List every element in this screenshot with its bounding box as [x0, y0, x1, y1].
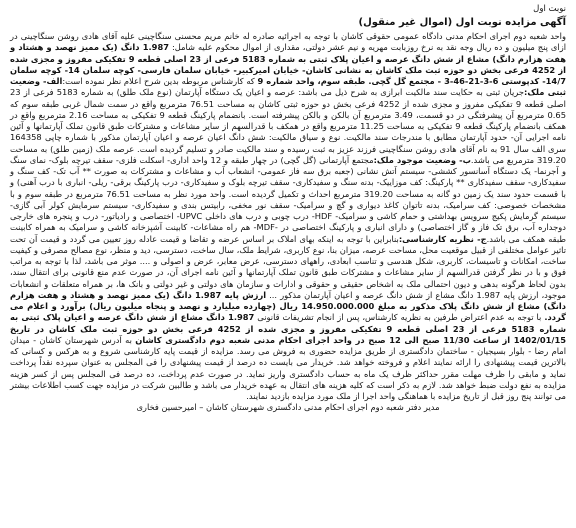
notice-body-text: بنابراین با توجه به اینکه بهای املاک بر اساس عرضه و تقاضا و قیمت عادله روز تعیین می گردد و قیمت آن تحت تاثیر عوامل مختلفی از قبیل موقعیت محل، مساحت عرصه، میزان بنا، نوع کاربری، شرایط ملک، سال ساخت، دسترسی، دید و منظر، نوع مصالح مصرفی و کیفیت ساخت، امکانات و تاسیسات، کاربری، شکل هندسی و تناسب ابعادی، راههای دسترسی، عرض معابر، عرض و اصولی و .... موثر می باشد، لذا با توجه به مراتب فوق و با در نظر گرفتن قدرالسهم از سایر مشاعات و مشترکات طبق قانون تملک آپارتمانها و آئین نامه اجرای آن، در صورت عدم منع قانونی برای انتقال سند، بدون لحاظ هرگونه بدهی و دیون احتمالی ملک به اشخاص حقیقی و حقوقی و ادارات و سازمان های دولتی و غیر دولتی و بانک ها، بر همراه متعلقات و انشعابات موجود، ارزش پایه 1.987 دانگ مشاع از شش دانگ عرصه و اعیان آپارتمان مذکور ...	[10, 233, 566, 300]
notice-body-emphasis: ارزش پایه 1.987 دانگ (یک ممیز نهصد و هشتاد و هفت هزارم دانگ) مشاع از شش دانگ پلاک مذکور به مبلغ 14.950.000.000 ریال (چهارده میلیارد و نهصد و پنجاه میلیون ریال) برآورد و اعلام می گردد.	[10, 289, 566, 323]
notice-body-emphasis: 1.987 دانگ مشاع از شش دانگ عرصه و اعیان پلاک ثبتی به شماره 5183 فرعی از 23 اصلی قطعه 9 تفکیکی مفروز و مجزی شده از 4252 فرعی بخش دو حوزه ثبت ملک کاشان در تاریخ 1402/01/15 از ساعت 11/30 صبح الی 12 صبح در واحد اجرای احکام مدنی شعبه دوم دادگستری کاشان	[10, 312, 566, 345]
notice-body-text: مجتمع آپارتمانی (گل گچی) در چهار طبقه و 12 واحد اداری- اسکلت فلزی- سقف تیرچه بلوک- نمای سنگ و آجرنما- یک دستگاه آسانسور کششی- سیستم آتش نشانی (جعبه برق سه فاز عمومی- انشعاب آب و مشاعات و مشترکات به صورت ** آب تک- کف سنگ و سفیدکاری- سقف سفیدکاری ** پارکینگ: کف موزاییک- بدنه سنگ و سفیدکاری- سقف تیرچه بلوک و سفیدکاری- درب پارکینگ برقی- ریلی- انباری با درب آهنی) و با قسمت حدود سند یک زمین دو گانه به مساحت 319.20 مترمربع احداث و تکمیل گردیده است. واحد مورد نظر به مساحت 76.51 مترمربع در طبقه سوم و با مشخصات خصوصی: کف سرامیک، بدنه تاتوان کاغذ دیواری و گچ و سرامیک- سقف نور مخفی، رابیتس بندی و سفیدکاری- سیستم سرمایش کولر آبی گازی- سیستم گرمایش پکیج سرویس بهداشتی و حمام کاشی و سرامیک- HDF- درب چوبی و درب های داخلی UPVC- اختصاصی و رادیاتور- درب و پنجره های خارجی دوجداره آب، برق تک فاز و گاز اختصاصی) و دارای انباری و پارکینگ اختصاصی در -MDF- هم راه مشاعات- کابینت آشپزخانه کاشی و سرامیک به همراه کابینت طبقه همکف می باشد.	[10, 154, 566, 244]
notice-body-text: که کارشناس مربوطه بدین شرح اعلام نظر نموده است:	[62, 76, 258, 86]
notice-body-emphasis: ج- نظریه کارشناسی:	[398, 233, 487, 244]
notice-body-text: جریان ثبتی به حکایت سند مالکیت ابرازی به شرح ذیل می باشد: عرصه و اعیان یک دستگاه آپارتمان (نوع ملک طلق) به شماره 5183 فرعی از 23 اصلی قطعه 9 تفکیکی مفروز و مجزی شده از 4252 فرعی بخش دو حوزه ثبتی کاشان به مساحت 76.51 مترمربع واقع در سمت شمال غربی طبقه سوم که 0.65 مترمربع آن پیشرفتگی در دو قسمت، 3.49 مترمربع آن بالکن و بالکن پیشرفته است. بانضمام پارکینگ قطعه 9 تفکیکی به مساحت 2.16 مترمربع واقع در همکف بانضمام پارکینگ قطعه 9 تفکیکی به مساحت 11.25 مترمربع واقع در همکف با قدرالسهم از سایر مشاعات و مشترکات طبق قانون تملک آپارتمانها و آئین نامه اجرایی آن- حدود آپارتمان مطابق با مندرجات سند مالکیت. نوع و سیاق مالکیت: شش دانگ اعیان عرصه و اعیان آپارتمان مذکور با شماره چاپی 164358 سری الف سال 91 به نام آقای هادی روشن سنگاچینی فرزند عزیز به ثبت رسیده و سند مالکیت صادر و تسلیم گردیده است. عرصه ملک (زمین طلق) به مساحت 319.20 مترمربع می باشد.	[10, 87, 567, 165]
notice-headline: آگهی مزایده نوبت اول (اموال غیر منقول)	[358, 17, 566, 28]
notice-body	[10, 31, 566, 402]
notice-signature: مدیر دفتر شعبه دوم اجرای احکام مدنی دادگستری شهرستان کاشان – امیرحسین فخاری	[136, 402, 440, 413]
notice-body-emphasis: ب- وضعیت موجود ملک:	[373, 154, 471, 165]
notice-body-text: با توجه به عدم اعتراض طرفین به نظریه کارشناس، پس از انجام تشریفات قانونی	[254, 312, 545, 323]
notice-body-emphasis: 1.987 دانگ (یک ممیز نهصد و هشتاد و هفت هزارم دانگ) مشاع از شش دانگ عرصه و اعیان پلاک ثبتی به شماره 5183 فرعی از 23 اصلی قطعه 9 تفکیکی مفروز و مجزی شده از 4252 فرعی بخش دو حوزه ثبت ملک کاشان به نشانی کاشان- خیابان امیرکبیر- خیابان سلمان فارسی- کوچه سلمان 14- کوچه سلمان 14/7- کدپوستی 6-3-21-46-3 - مجتمع گل گچی. طبقه سوم، واحد شماره 9	[10, 42, 567, 86]
notice-body-emphasis: الف- وضعیت ثبتی ملک:	[10, 76, 567, 98]
notice-sequence-label: نوبت اول	[533, 4, 566, 14]
notice-body-text: به آدرس شهرستان کاشان - میدان امام رضا - بلوار بسیجیان - ساختمان دادگستری از طریق مزایده حضوری به فروش می رسد. مزایده از قیمت پایه کارشناسی شروع و به هرکس و کسانی که بالاترین قیمت پیشنهادی را ارائه نمایند اعلام و فروخته خواهد شد. خریدار می بایست ده درصد از قیمت پیشنهادی را فی المجلس به عنوان سپرده نقداً پرداخت نماید و مابقی را ظرف مهلت مقرر حداکثر ظرف یک ماه به حساب دادگستری واریز نماید. در صورت عدم پرداخت، ده درصد فی المجلس پس از کسر هزینه مزایده به نفع دولت ضبط خواهد شد. لازم به ذکر است که کلیه هزینه های انتقال به عهده خریدار می باشد و طالبین شرکت در مزایده جهت کسب اطلاعات بیشتر می توانند پنج روز قبل از تاریخ مزایده با هماهنگی واحد اجرا از ملک مورد مزایده بازدید نمایند.	[10, 334, 566, 401]
notice-body-text: واحد شعبه دوم اجرای احکام مدنی دادگاه عمومی حقوقی کاشان با توجه به اجرائیه صادره له خانم مریم محسنی سنگاچینی علیه آقای هادی روشن سنگاچینی در ازای پنج میلیون و ده ریال وجه نقد به نرخ روزبابت مهریه و نیم عشر دولتی، مقداری از اموال محکوم علیه شامل:	[10, 31, 566, 53]
